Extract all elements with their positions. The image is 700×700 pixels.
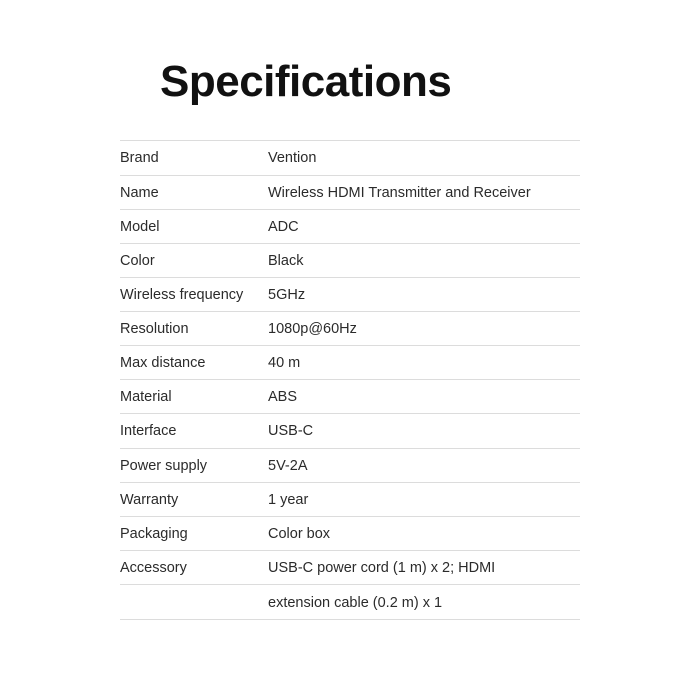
- table-row: [120, 380, 580, 414]
- table-row: [120, 516, 580, 550]
- spec-value: USB-C power cord (1 m) x 2; HDMI: [268, 550, 580, 584]
- table-row: [120, 243, 580, 277]
- spec-label: Resolution: [120, 312, 268, 346]
- spec-label: Brand: [120, 141, 268, 175]
- spec-label: Power supply: [120, 448, 268, 482]
- spec-label: Interface: [120, 414, 268, 448]
- table-row: [120, 312, 580, 346]
- table-row: [120, 346, 580, 380]
- spec-value: extension cable (0.2 m) x 1: [268, 585, 580, 620]
- spec-value: 1080p@60Hz: [268, 312, 580, 346]
- page-title: Specifications: [160, 57, 452, 106]
- spec-value: Black: [268, 243, 580, 277]
- spec-value: Color box: [268, 516, 580, 550]
- table-row: [120, 175, 580, 209]
- spec-label: Model: [120, 209, 268, 243]
- specifications-table: [120, 140, 580, 620]
- spec-value: Wireless HDMI Transmitter and Receiver: [268, 175, 580, 209]
- spec-value: 40 m: [268, 346, 580, 380]
- spec-label: Max distance: [120, 346, 268, 380]
- spec-value: 1 year: [268, 482, 580, 516]
- specifications-table-body: [120, 141, 580, 620]
- table-row: [120, 141, 580, 175]
- table-row: [120, 277, 580, 311]
- table-row: [120, 448, 580, 482]
- spec-value: 5V-2A: [268, 448, 580, 482]
- spec-label: Color: [120, 243, 268, 277]
- spec-value: ADC: [268, 209, 580, 243]
- table-row: [120, 482, 580, 516]
- spec-value: 5GHz: [268, 277, 580, 311]
- table-row-continuation: [120, 585, 580, 620]
- spec-value: Vention: [268, 141, 580, 175]
- table-row: [120, 414, 580, 448]
- spec-label: Accessory: [120, 550, 268, 584]
- table-row: [120, 550, 580, 584]
- spec-label: Packaging: [120, 516, 268, 550]
- spec-label: Wireless frequency: [120, 277, 268, 311]
- spec-label: [120, 585, 268, 620]
- spec-value: ABS: [268, 380, 580, 414]
- spec-value: USB-C: [268, 414, 580, 448]
- spec-label: Material: [120, 380, 268, 414]
- table-row: [120, 209, 580, 243]
- spec-label: Warranty: [120, 482, 268, 516]
- spec-label: Name: [120, 175, 268, 209]
